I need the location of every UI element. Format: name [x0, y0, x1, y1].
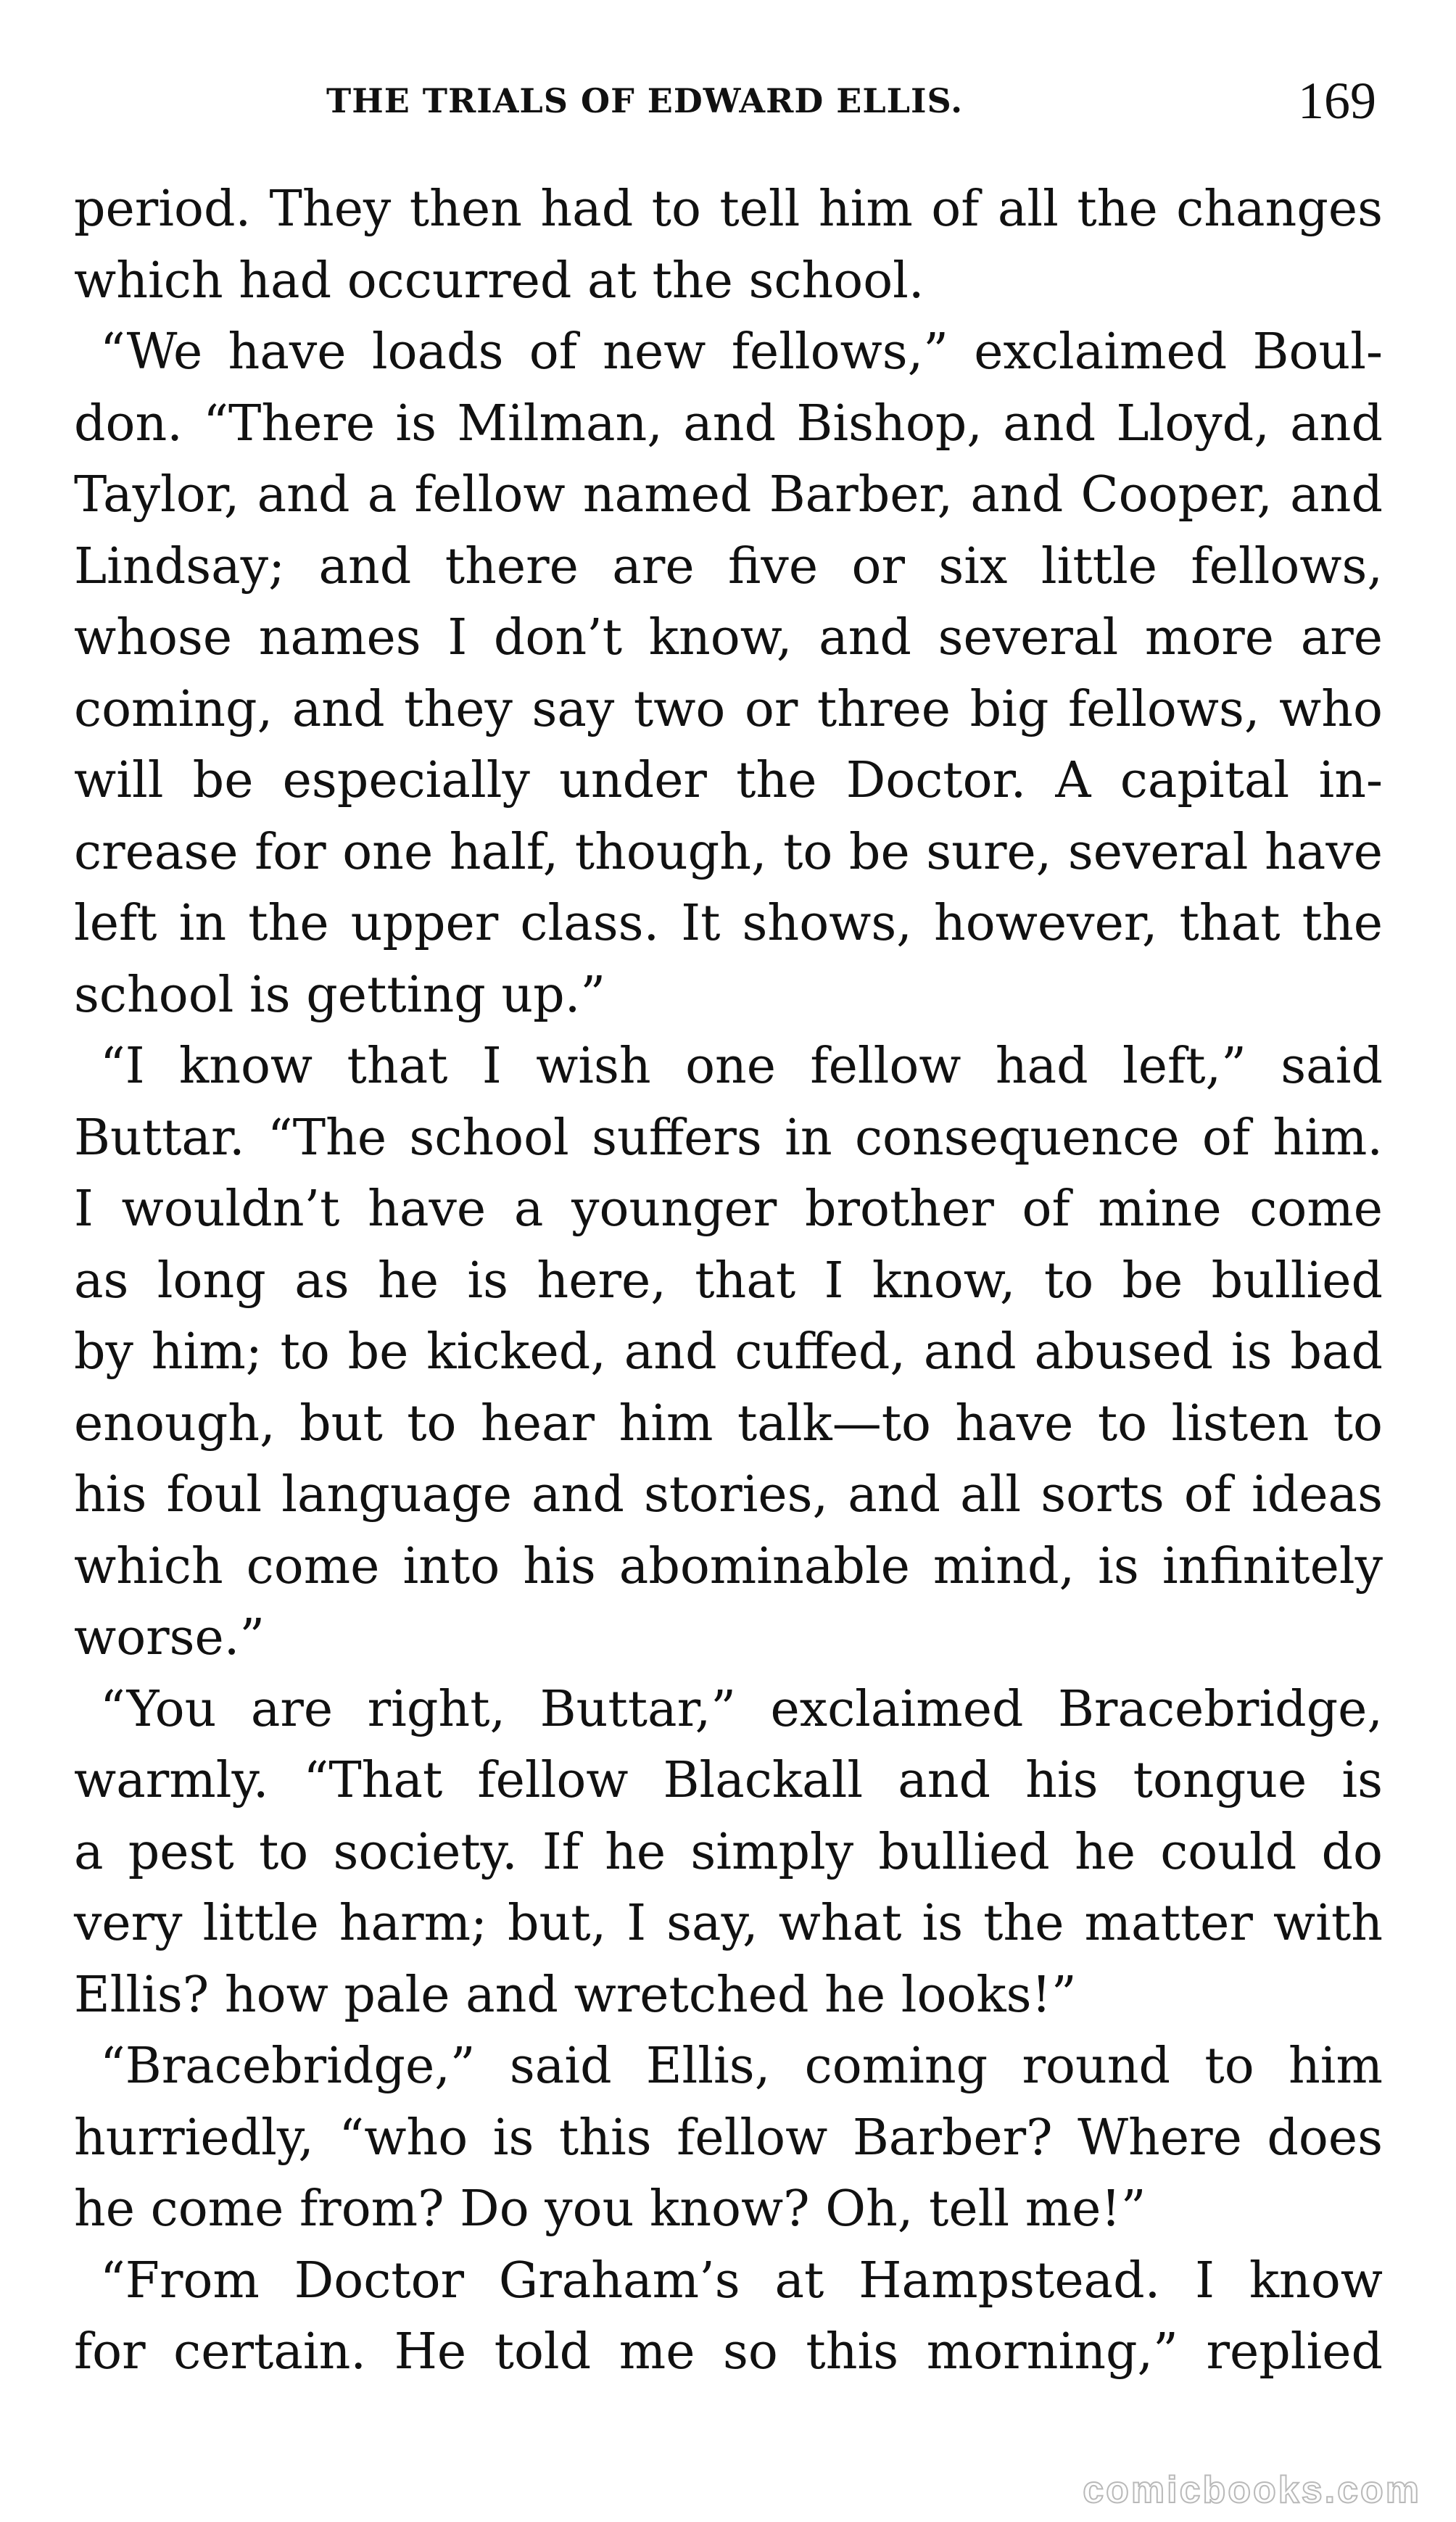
text-line: left in the upper class. It shows, however, that the: [74, 895, 1383, 952]
text-line: don. “There is Milman, and Bishop, and Lloyd, and: [74, 394, 1383, 452]
text-line: coming, and they say two or three big fellows, who: [74, 680, 1383, 738]
text-line: he come from? Do you know? Oh, tell me!”: [74, 2180, 1146, 2238]
running-header: [73, 71, 1378, 129]
page-number: 169: [1298, 72, 1376, 130]
text-line: his foul language and stories, and all sorts of ideas: [74, 1466, 1383, 1523]
text-line: Ellis? how pale and wretched he looks!”: [74, 1966, 1077, 2024]
text-line: crease for one half, though, to be sure, several have: [74, 823, 1383, 881]
text-line: school is getting up.”: [74, 966, 606, 1024]
text-line: for certain. He told me so this morning,” replied: [74, 2323, 1383, 2381]
text-line: Taylor, and a fellow named Barber, and Cooper, and: [74, 466, 1383, 524]
text-line: whose names I don’t know, and several more are: [74, 609, 1383, 666]
text-line: as long as he is here, that I know, to be bullied: [74, 1252, 1383, 1310]
body-text: [74, 174, 1383, 2389]
watermark-logo: comicbooks.com: [1083, 2469, 1421, 2511]
text-line: I wouldn’t have a younger brother of mine come: [74, 1181, 1383, 1238]
text-line: “We have loads of new fellows,” exclaimed Boul-: [100, 323, 1383, 381]
text-line: “You are right, Buttar,” exclaimed Bracebridge,: [100, 1680, 1383, 1738]
text-line: period. They then had to tell him of all the changes: [74, 181, 1383, 238]
running-title: THE TRIALS OF EDWARD ELLIS.: [326, 81, 964, 120]
text-line: which come into his abominable mind, is infinitely: [74, 1537, 1383, 1595]
text-line: “Bracebridge,” said Ellis, coming round to him: [100, 2038, 1383, 2095]
text-line: a pest to society. If he simply bullied he could do: [74, 1823, 1383, 1881]
text-line: “From Doctor Graham’s at Hampstead. I know: [100, 2252, 1383, 2310]
text-line: Buttar. “The school suffers in consequence of him.: [74, 1109, 1383, 1167]
text-line: hurriedly, “who is this fellow Barber? Where does: [74, 2109, 1383, 2167]
text-line: Lindsay; and there are five or six little fellows,: [74, 537, 1383, 595]
text-line: “I know that I wish one fellow had left,” said: [100, 1038, 1383, 1095]
text-line: enough, but to hear him talk—to have to listen to: [74, 1394, 1383, 1452]
text-line: which had occurred at the school.: [74, 252, 925, 310]
text-line: very little harm; but, I say, what is the matter with: [74, 1895, 1383, 1952]
text-line: will be especially under the Doctor. A capital in-: [74, 752, 1383, 809]
text-line: worse.”: [74, 1609, 265, 1666]
text-line: by him; to be kicked, and cuffed, and abused is bad: [74, 1323, 1383, 1381]
text-line: warmly. “That fellow Blackall and his tongue is: [74, 1752, 1383, 1809]
